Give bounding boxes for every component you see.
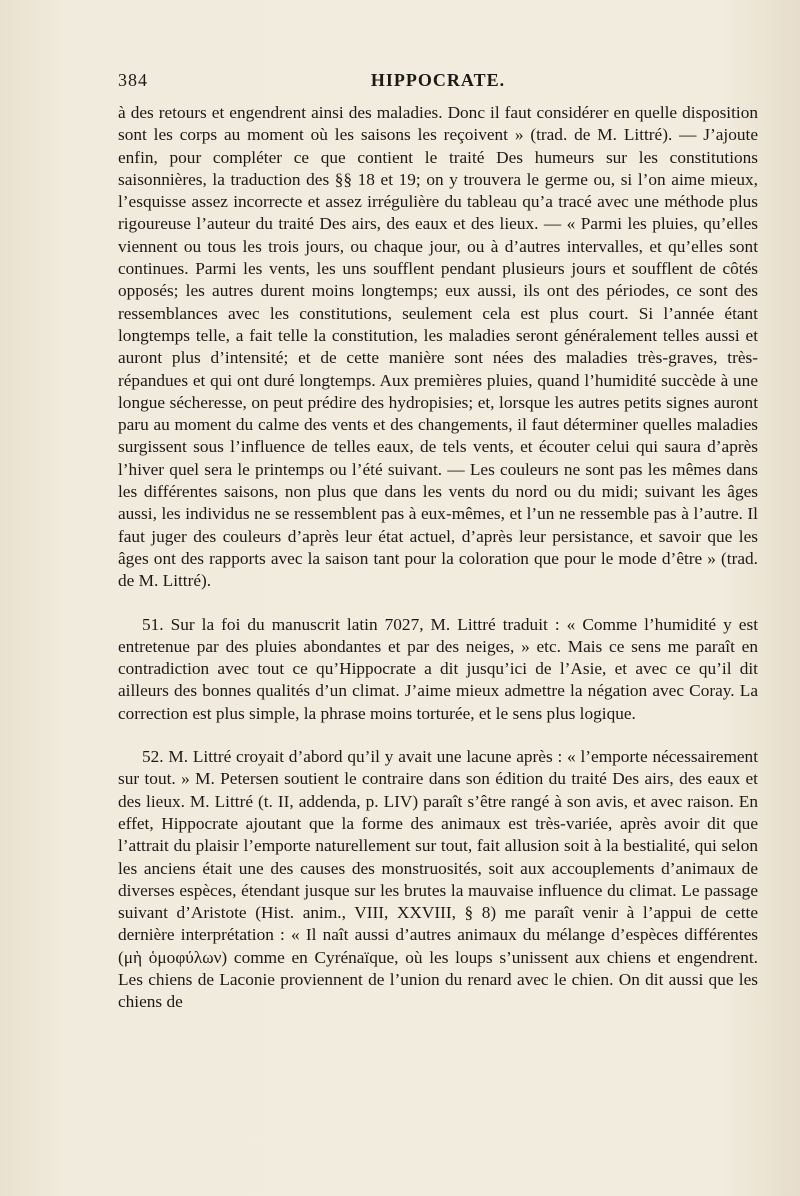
page-body bbox=[118, 102, 758, 1014]
running-title: HIPPOCRATE. bbox=[370, 70, 506, 90]
page-number: 384 bbox=[118, 70, 148, 90]
note-51: 51. Sur la foi du manuscrit latin 7027, M. Littré traduit : « Comme l’humidité y est entretenue par des pluies abondantes et par des neiges, » etc. Mais ce sens me paraît en contradiction avec tout ce qu’Hippocrate a dit jusqu’ici de l’Asie, et avec ce qu’il dit ailleurs des bonnes qualités d’un climat. J’aime mieux admettre la négation avec Coray. La correction est plus simple, la phrase moins torturée, et le sens plus logique. bbox=[118, 614, 758, 723]
paragraph-continuation: à des retours et engendrent ainsi des maladies. Donc il faut considérer en quelle disposition sont les corps au moment où les saisons les reçoivent » (trad. de M. Littré). — J’ajoute enfin, pour compléter ce que contient le traité Des humeurs sur les constitutions saisonnières, la traduction des §§ 18 et 19; on y trouvera le germe ou, si l’on aime mieux, l’esquisse assez incorrecte et assez irrégulière du tableau qu’a tracé avec une méthode plus rigoureuse l’auteur du traité Des airs, des eaux et des lieux. — « Parmi les pluies, qu’elles viennent ou tous les trois jours, ou chaque jour, ou à d’autres intervalles, et qu’elles sont continues. Parmi les vents, les uns soufflent pendant plusieurs jours et soufflent de côtés opposés; les autres durent moins longtemps; eux aussi, ils ont des périodes, ce sont des ressemblances avec les constitutions, seulement cela est plus court. Si l’année étant longtemps telle, a fait telle la constitution, les maladies seront généralement telles aussi et auront plus d’intensité; et de cette manière sont nées des maladies très-graves, très-répandues et qui ont duré longtemps. Aux premières pluies, quand l’humidité succède à une longue sécheresse, on peut prédire des hydropisies; et, lorsque les autres petits signes auront paru au moment du calme des vents et des changements, il faut déterminer quelles maladies surgissent sous l’influence de telles eaux, de tels vents, et écouter celui qui saura d’après l’hiver quel sera le printemps ou l’été suivant. — Les couleurs ne sont pas les mêmes dans les différentes saisons, non plus que dans les vents du nord ou du midi; suivant les âges aussi, les individus ne se ressemblent pas à eux-mêmes, et l’un ne ressemble pas à l’autre. Il faut juger des couleurs d’après leur état actuel, d’après leur persistance, et savoir que les âges ont des rapports avec la saison tant pour la coloration que pour le mode d’être » (trad. de M. Littré). bbox=[118, 103, 758, 591]
note-52: 52. M. Littré croyait d’abord qu’il y avait une lacune après : « l’emporte nécessairement sur tout. » M. Petersen soutient le contraire dans son édition du traité Des airs, des eaux et des lieux. M. Littré (t. II, addenda, p. LIV) paraît s’être rangé à son avis, et avec raison. En effet, Hippocrate ajoutant que la forme des animaux est très-variée, après avoir dit que l’attrait du plaisir l’emporte naturellement sur tout, fait allusion soit à la bestialité, qui selon les anciens était une des causes des monstruosités, soit aux accouplements d’animaux de diverses espèces, étendant jusque sur les brutes la mauvaise influence du climat. Le passage suivant d’Aristote (Hist. anim., VIII, XXVIII, § 8) me paraît venir à l’appui de cette dernière interprétation : « Il naît aussi d’autres animaux du mélange d’espèces différentes (μὴ ὁμοφύλων) comme en Cyrénaïque, où les loups s’unissent aux chiens et engendrent. Les chiens de Laconie proviennent de l’union du renard avec le chien. On dit aussi que les chiens de bbox=[118, 747, 758, 1012]
